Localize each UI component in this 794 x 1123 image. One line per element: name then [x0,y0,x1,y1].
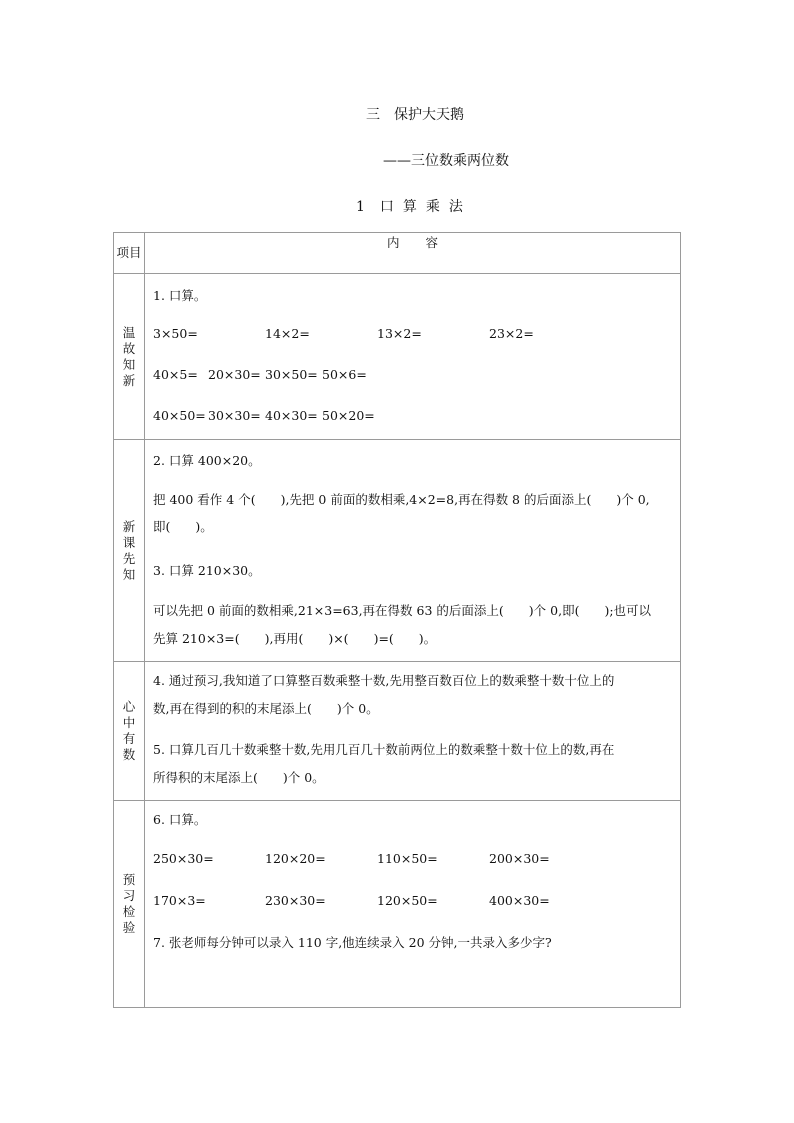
section-content [145,662,681,801]
question-1-title: 1. 口算。 [153,288,207,303]
section-content [145,440,681,662]
calc-item: 50×6= [322,367,367,382]
question-3-title: 3. 口算 210×30。 [153,563,261,578]
calc-item: 170×3= [153,893,206,908]
header-content-cell [145,233,681,274]
section-content [145,801,681,1008]
section-label-char: 预 [122,872,136,887]
calc-item: 3×50= [153,326,198,341]
unit-title: 三 保护大天鹅 [366,107,464,123]
section-label-char: 先 [122,550,136,566]
section-label-char: 温 [122,324,136,340]
section-label-char: 知 [122,356,136,372]
calc-item: 13×2= [377,326,422,341]
lesson-table [113,232,681,1008]
section-label-cell [114,662,145,801]
calc-item: 250×30= [153,851,214,866]
calc-item: 400×30= [489,893,550,908]
header-item-label: 项目 [116,245,142,260]
table-header-row [114,233,681,274]
calc-item: 40×30= [265,408,318,423]
section-label-char: 有 [122,731,136,746]
section-label-char: 知 [122,566,136,582]
section-label-char: 心 [122,699,136,714]
section-label-char: 新 [122,518,136,534]
question-2-line-1: 把 400 看作 4 个( ),先把 0 前面的数相乘,4×2=8,再在得数 8 的后面添上( )个 0, [153,492,650,507]
section-label-char: 数 [122,747,136,762]
section-label-char: 课 [122,534,136,550]
section-label-char: 检 [122,904,136,919]
calc-item: 200×30= [489,851,550,866]
question-4-line-2: 数,再在得到的积的末尾添上( )个 0。 [153,701,379,716]
section-label-char: 新 [122,372,136,388]
question-2-line-2: 即( )。 [153,519,213,534]
lesson-title: 口算乘法 [379,199,472,215]
section-check [114,801,681,1008]
calc-item: 120×20= [265,851,326,866]
section-review [114,274,681,440]
calc-item: 40×50= [153,408,206,423]
question-3-line-2: 先算 210×3=( ),再用( )×( )=( )。 [153,631,437,646]
calc-item: 230×30= [265,893,326,908]
section-summary [114,662,681,801]
header-item-cell [114,233,145,274]
section-label-char: 故 [122,340,136,356]
calc-item: 30×50= [265,367,318,382]
question-4-line-1: 4. 通过预习,我知道了口算整百数乘整十数,先用整百数百位上的数乘整十数十位上的 [153,673,615,688]
calc-item: 120×50= [377,893,438,908]
section-preview [114,440,681,662]
calc-item: 20×30= [208,367,261,382]
question-7: 7. 张老师每分钟可以录入 110 字,他连续录入 20 分钟,一共录入多少字? [153,935,552,950]
question-5-line-1: 5. 口算几百几十数乘整十数,先用几百几十数前两位上的数乘整十数十位上的数,再在 [153,742,615,757]
lesson-title-row [356,196,794,216]
subtitle: ——三位数乘两位数 [383,153,509,169]
calc-item: 110×50= [377,851,438,866]
section-content [145,274,681,440]
section-label-char: 中 [122,715,136,730]
question-2-title: 2. 口算 400×20。 [153,453,261,468]
section-label-cell [114,801,145,1008]
header-content-label-a: 内 [386,235,400,250]
calc-item: 30×30= [208,408,261,423]
section-label-cell [114,440,145,662]
lesson-number: 1 [356,199,366,215]
calc-item: 50×20= [322,408,375,423]
section-label-char: 习 [122,888,136,903]
question-3-line-1: 可以先把 0 前面的数相乘,21×3=63,再在得数 63 的后面添上( )个 0,即( );也可以 [153,603,652,618]
question-5-line-2: 所得积的末尾添上( )个 0。 [153,770,325,785]
section-label-cell [114,274,145,440]
calc-item: 14×2= [265,326,310,341]
calc-item: 23×2= [489,326,534,341]
section-label-char: 验 [122,920,136,935]
calc-item: 40×5= [153,367,198,382]
header-content-label-b: 容 [425,235,439,250]
question-6-title: 6. 口算。 [153,812,207,827]
